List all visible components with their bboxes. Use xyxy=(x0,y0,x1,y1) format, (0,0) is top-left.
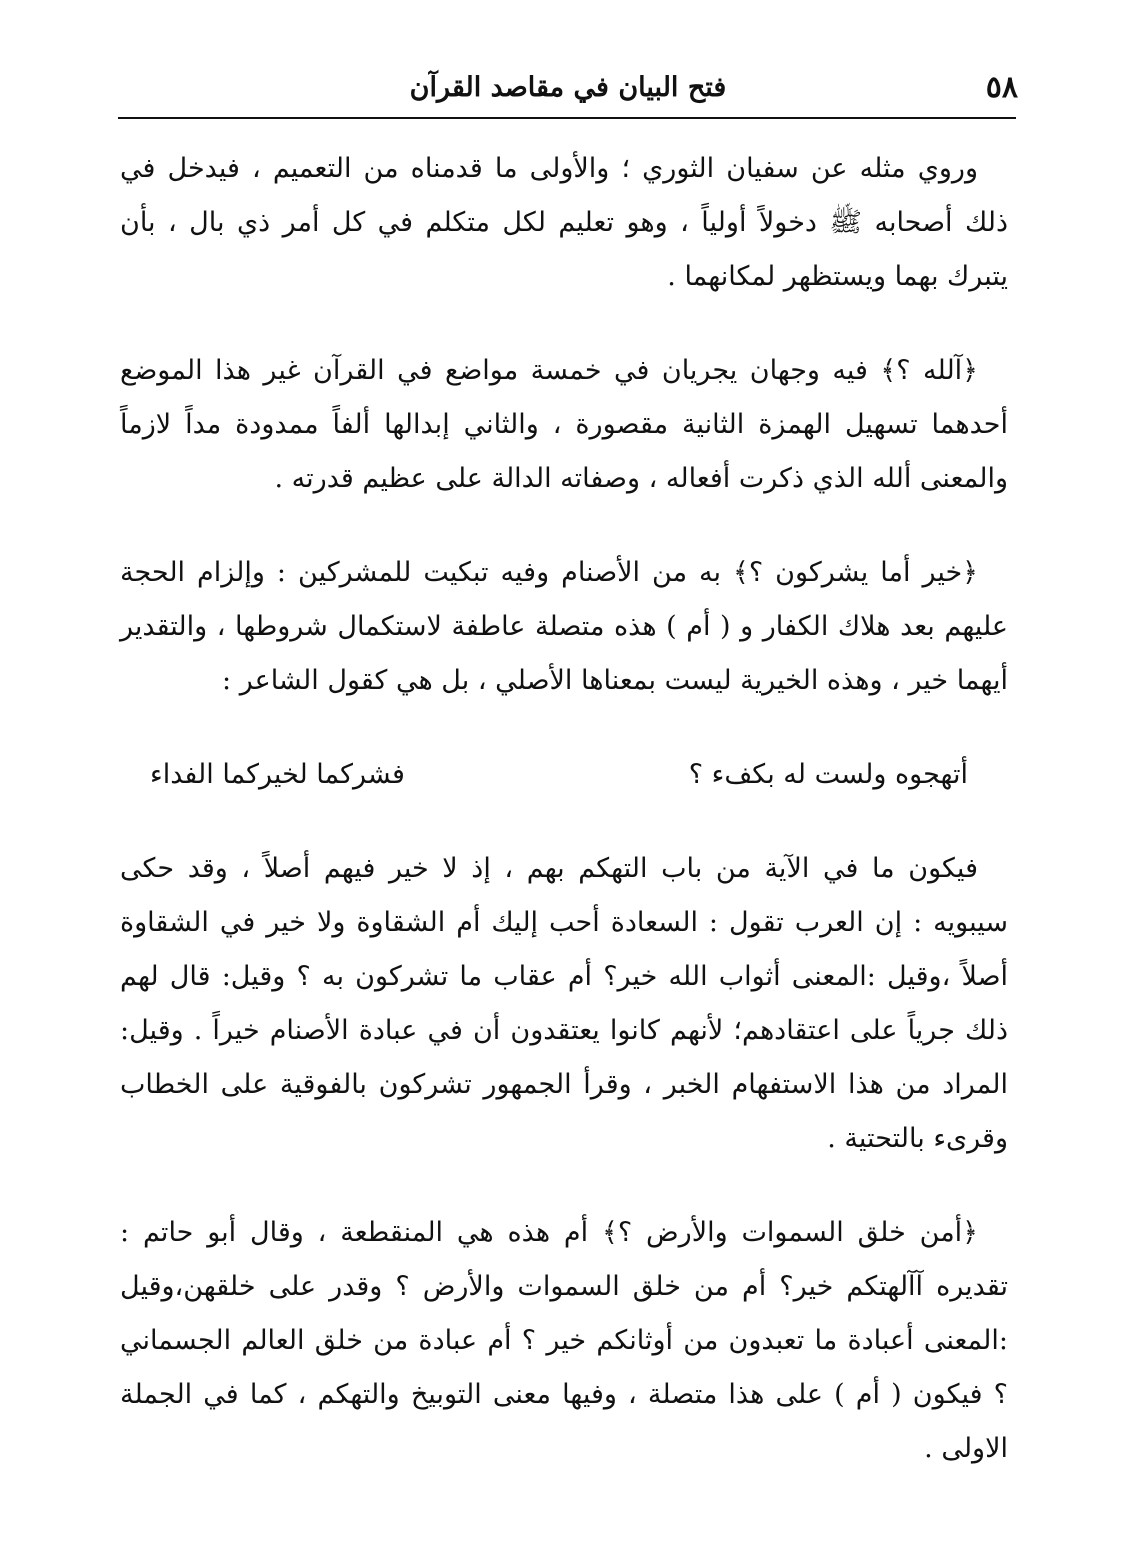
page-body xyxy=(120,142,1008,1476)
paragraph-2: ﴿آلله ؟﴾ فيه وجهان يجريان في خمسة مواضع في القرآن غير هذا الموضع أحدهما تسهيل الهمزة الثانية مقصورة ، والثاني إبدالها ألفاً ممدودة مداً لازماً والمعنى ألله الذي ذكرت أفعاله ، وصفاته الدالة على عظيم قدرته . xyxy=(120,355,1008,494)
verse-first-hemistich: أتهجوه ولست له بكفء ؟ xyxy=(688,759,968,790)
running-title: فتح البيان في مقاصد القرآن xyxy=(409,72,727,103)
poetry-verse xyxy=(120,748,1008,802)
page-header xyxy=(118,62,1018,112)
paragraph-4: فيكون ما في الآية من باب التهكم بهم ، إذ لا خير فيهم أصلاً ، وقد حكى سيبويه : إن العرب تقول : السعادة أحب إليك أم الشقاوة ولا خير في الشقاوة أصلاً ،وقيل :المعنى أثواب الله خير؟ أم عقاب ما تشركون به ؟ وقيل: قال لهم ذلك جرياً على اعتقادهم؛ لأنهم كانوا يعتقدون أن في عبادة الأصنام خيراً . وقيل: المراد من هذا الاستفهام الخبر ، وقرأ الجمهور تشركون بالفوقية على الخطاب وقرىء بالتحتية . xyxy=(120,853,1008,1154)
page-number: ٥٨ xyxy=(985,70,1018,105)
verse-second-hemistich: فشركما لخيركما الفداء xyxy=(150,759,405,790)
paragraph-3: ﴿خير أما يشركون ؟﴾ به من الأصنام وفيه تبكيت للمشركين : وإلزام الحجة عليهم بعد هلاك الكفار و ( أم ) هذه متصلة عاطفة لاستكمال شروطها ، والتقدير أيهما خير ، وهذه الخيرية ليست بمعناها الأصلي ، بل هي كقول الشاعر : xyxy=(120,557,1008,696)
paragraph-5: ﴿أمن خلق السموات والأرض ؟﴾ أم هذه هي المنقطعة ، وقال أبو حاتم : تقديره آآلهتكم خير؟ أم من خلق السموات والأرض ؟ وقدر على خلقهن،وقيل :المعنى أعبادة ما تعبدون من أوثانكم خير ؟ أم عبادة من خلق العالم الجسماني ؟ فيكون ( أم ) على هذا متصلة ، وفيها معنى التوبيخ والتهكم ، كما في الجملة الاولى . xyxy=(120,1217,1008,1464)
paragraph-1: وروي مثله عن سفيان الثوري ؛ والأولى ما قدمناه من التعميم ، فيدخل في ذلك أصحابه ﷺ دخولاً أولياً ، وهو تعليم لكل متكلم في كل أمر ذي بال ، بأن يتبرك بهما ويستظهر لمكانهما . xyxy=(120,153,1008,292)
header-divider xyxy=(118,117,1016,119)
